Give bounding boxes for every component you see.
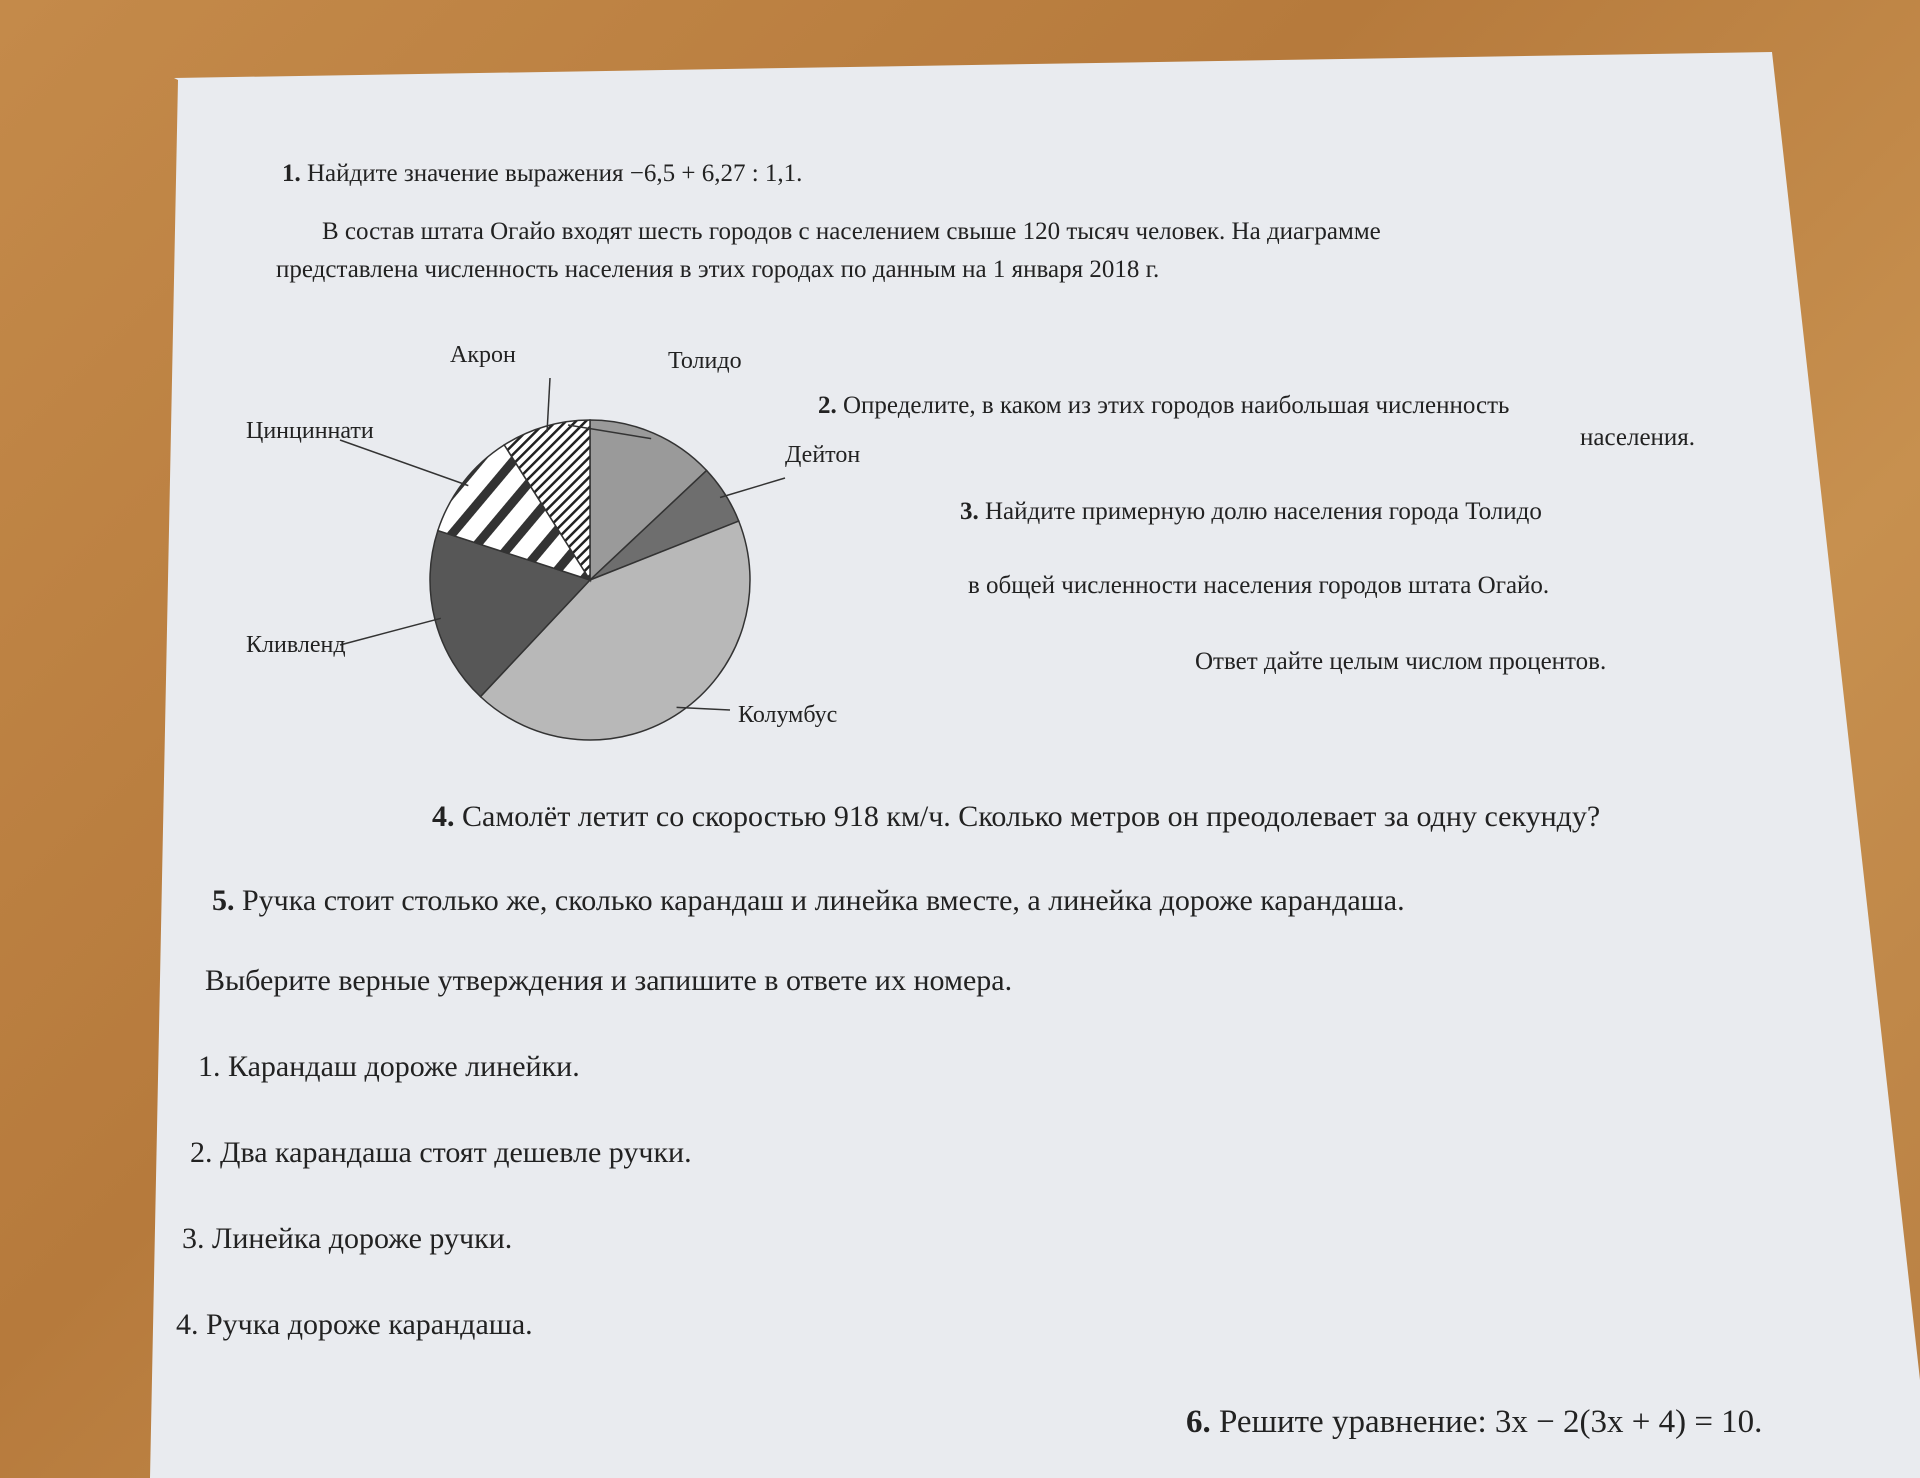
task-5-option-3: 3. Линейка дороже ручки. <box>182 1222 513 1255</box>
task-6-number: 6. <box>1186 1404 1211 1440</box>
task-5-text: Ручка стоит столько же, сколько карандаш и линейка вместе, а линейка дороже карандаша. <box>242 884 1405 917</box>
pie-leader-4 <box>340 440 468 486</box>
pie-label-columbus: Колумбус <box>738 702 838 728</box>
task-3-line-2: в общей численности населения городов штата Огайо. <box>968 572 1550 599</box>
task-2-line-2: населения. <box>1580 424 1696 451</box>
pie-label-akron: Акрон <box>450 342 516 368</box>
task-5-instruction: Выберите верные утверждения и запишите в ответе их номера. <box>205 964 1013 997</box>
task-4-text: Самолёт летит со скоростью 918 км/ч. Сколько метров он преодолевает за одну секунду? <box>462 800 1601 833</box>
task-5 <box>212 884 1405 918</box>
task-4-number: 4. <box>432 800 455 833</box>
pie-label-cleveland: Кливленд <box>246 632 346 658</box>
intro-line-1: В состав штата Огайо входят шесть городов с населением свыше 120 тысяч человек. На диаграмме <box>322 218 1381 245</box>
task-3-line-3: Ответ дайте целым числом процентов. <box>1195 648 1607 675</box>
task-5-option-4: 4. Ручка дороже карандаша. <box>176 1308 533 1341</box>
pie-leader-3 <box>340 618 441 645</box>
task-4 <box>432 800 1600 834</box>
task-2-number: 2. <box>818 392 837 419</box>
task-5-option-1: 1. Карандаш дороже линейки. <box>198 1050 580 1083</box>
task-2-text: Определите, в каком из этих городов наибольшая численность <box>843 392 1510 419</box>
task-3-text: Найдите примерную долю населения города Толидо <box>985 498 1542 525</box>
pie-leader-5 <box>547 378 550 432</box>
task-3-line-1 <box>960 498 1542 526</box>
task-1-text: Найдите значение выражения −6,5 + 6,27 : 1,1. <box>307 160 803 187</box>
task-2-line-1 <box>818 392 1509 420</box>
pie-leader-1 <box>720 478 785 497</box>
pie-label-cincinnati: Цинциннати <box>246 418 374 444</box>
task-6 <box>1186 1404 1762 1441</box>
task-6-text: Решите уравнение: 3x − 2(3x + 4) = 10. <box>1219 1404 1763 1440</box>
pie-label-dayton: Дейтон <box>785 442 861 468</box>
task-3-number: 3. <box>960 498 979 525</box>
intro-line-2: представлена численность населения в этих городах по данным на 1 января 2018 г. <box>276 256 1160 283</box>
task-5-number: 5. <box>212 884 235 917</box>
pie-label-toledo: Толидо <box>668 348 742 374</box>
task-1-number: 1. <box>282 160 301 187</box>
task-1 <box>282 160 802 188</box>
task-5-option-2: 2. Два карандаша стоят дешевле ручки. <box>190 1136 692 1169</box>
